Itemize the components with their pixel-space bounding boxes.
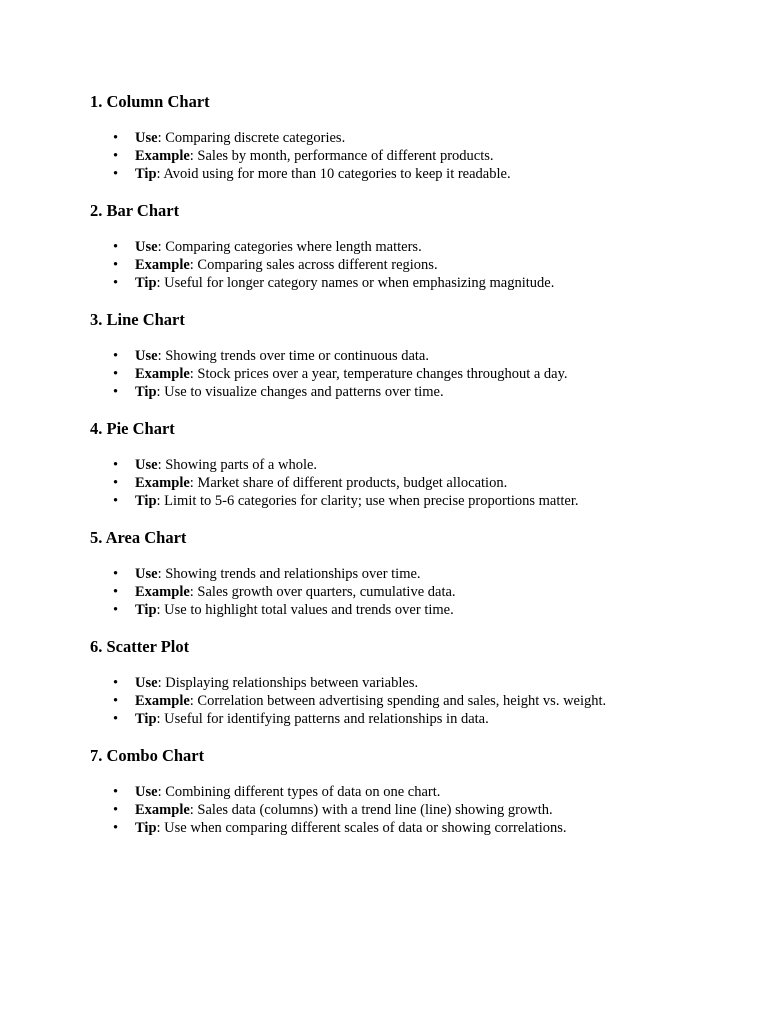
item-label: Tip — [135, 275, 157, 291]
item-label: Example — [135, 802, 190, 818]
list-item — [113, 565, 730, 583]
bullet-icon: • — [113, 148, 119, 164]
item-label: Example — [135, 148, 190, 164]
item-label: Example — [135, 366, 190, 382]
bullet-icon: • — [113, 257, 119, 273]
item-text: : Comparing categories where length matters. — [157, 239, 422, 255]
item-text: : Combining different types of data on one chart. — [157, 784, 441, 800]
section-combo-chart — [90, 746, 730, 837]
list-item — [113, 456, 730, 474]
section-area-chart — [90, 528, 730, 619]
item-text: : Showing parts of a whole. — [157, 457, 318, 473]
list-item — [113, 238, 730, 256]
bullet-list — [90, 129, 730, 183]
bullet-icon: • — [113, 366, 119, 382]
bullet-list — [90, 347, 730, 401]
section-heading: 2. Bar Chart — [90, 201, 180, 220]
document-page — [90, 92, 730, 855]
item-label: Use — [135, 130, 158, 146]
item-text: : Sales growth over quarters, cumulative data. — [189, 584, 456, 600]
bullet-icon: • — [113, 384, 119, 400]
item-text: : Avoid using for more than 10 categories to keep it readable. — [156, 166, 511, 182]
bullet-icon: • — [113, 239, 119, 255]
section-heading: 3. Line Chart — [90, 310, 185, 329]
section-heading: 6. Scatter Plot — [90, 637, 190, 656]
item-text: : Showing trends and relationships over time. — [157, 566, 421, 582]
item-label: Example — [135, 693, 190, 709]
item-label: Tip — [135, 820, 157, 836]
bullet-icon: • — [113, 802, 119, 818]
list-item — [113, 274, 730, 292]
list-item — [113, 801, 730, 819]
section-heading: 1. Column Chart — [90, 92, 210, 111]
item-text: : Correlation between advertising spending and sales, height vs. weight. — [189, 693, 607, 709]
item-text: : Comparing sales across different regions. — [189, 257, 438, 273]
list-item — [113, 601, 730, 619]
bullet-icon: • — [113, 130, 119, 146]
bullet-icon: • — [113, 275, 119, 291]
list-item — [113, 256, 730, 274]
item-text: : Useful for identifying patterns and relationships in data. — [156, 711, 489, 727]
item-label: Example — [135, 584, 190, 600]
bullet-list — [90, 456, 730, 510]
item-text: : Sales by month, performance of different products. — [189, 148, 494, 164]
bullet-icon: • — [113, 166, 119, 182]
item-label: Tip — [135, 711, 157, 727]
section-column-chart — [90, 92, 730, 183]
section-pie-chart — [90, 419, 730, 510]
item-text: : Stock prices over a year, temperature changes throughout a day. — [189, 366, 568, 382]
list-item — [113, 710, 730, 728]
item-label: Use — [135, 457, 158, 473]
bullet-icon: • — [113, 475, 119, 491]
bullet-list — [90, 674, 730, 728]
bullet-icon: • — [113, 493, 119, 509]
item-text: : Use when comparing different scales of data or showing correlations. — [156, 820, 567, 836]
bullet-icon: • — [113, 675, 119, 691]
item-text: : Use to visualize changes and patterns over time. — [156, 384, 444, 400]
list-item — [113, 129, 730, 147]
item-label: Use — [135, 239, 158, 255]
item-text: : Useful for longer category names or when emphasizing magnitude. — [156, 275, 555, 291]
item-text: : Market share of different products, budget allocation. — [189, 475, 508, 491]
item-text: : Limit to 5-6 categories for clarity; use when precise proportions matter. — [156, 493, 579, 509]
bullet-list — [90, 238, 730, 292]
list-item — [113, 347, 730, 365]
section-bar-chart — [90, 201, 730, 292]
bullet-list — [90, 565, 730, 619]
item-label: Use — [135, 675, 158, 691]
bullet-icon: • — [113, 457, 119, 473]
item-text: : Sales data (columns) with a trend line (line) showing growth. — [189, 802, 553, 818]
list-item — [113, 365, 730, 383]
item-text: : Comparing discrete categories. — [157, 130, 346, 146]
item-label: Tip — [135, 602, 157, 618]
bullet-icon: • — [113, 566, 119, 582]
bullet-icon: • — [113, 348, 119, 364]
list-item — [113, 492, 730, 510]
list-item — [113, 383, 730, 401]
bullet-icon: • — [113, 784, 119, 800]
item-text: : Use to highlight total values and trends over time. — [156, 602, 454, 618]
bullet-icon: • — [113, 820, 119, 836]
item-label: Use — [135, 784, 158, 800]
section-heading: 7. Combo Chart — [90, 746, 205, 765]
item-label: Example — [135, 475, 190, 491]
section-scatter-plot — [90, 637, 730, 728]
item-label: Example — [135, 257, 190, 273]
bullet-icon: • — [113, 602, 119, 618]
item-label: Tip — [135, 166, 157, 182]
item-label: Use — [135, 566, 158, 582]
list-item — [113, 819, 730, 837]
bullet-icon: • — [113, 693, 119, 709]
section-heading: 5. Area Chart — [90, 528, 187, 547]
section-line-chart — [90, 310, 730, 401]
list-item — [113, 583, 730, 601]
list-item — [113, 783, 730, 801]
list-item — [113, 165, 730, 183]
list-item — [113, 147, 730, 165]
list-item — [113, 692, 730, 710]
item-label: Tip — [135, 384, 157, 400]
section-heading: 4. Pie Chart — [90, 419, 175, 438]
list-item — [113, 674, 730, 692]
bullet-icon: • — [113, 584, 119, 600]
bullet-icon: • — [113, 711, 119, 727]
item-label: Tip — [135, 493, 157, 509]
item-label: Use — [135, 348, 158, 364]
item-text: : Showing trends over time or continuous data. — [157, 348, 429, 364]
bullet-list — [90, 783, 730, 837]
item-text: : Displaying relationships between variables. — [157, 675, 419, 691]
list-item — [113, 474, 730, 492]
